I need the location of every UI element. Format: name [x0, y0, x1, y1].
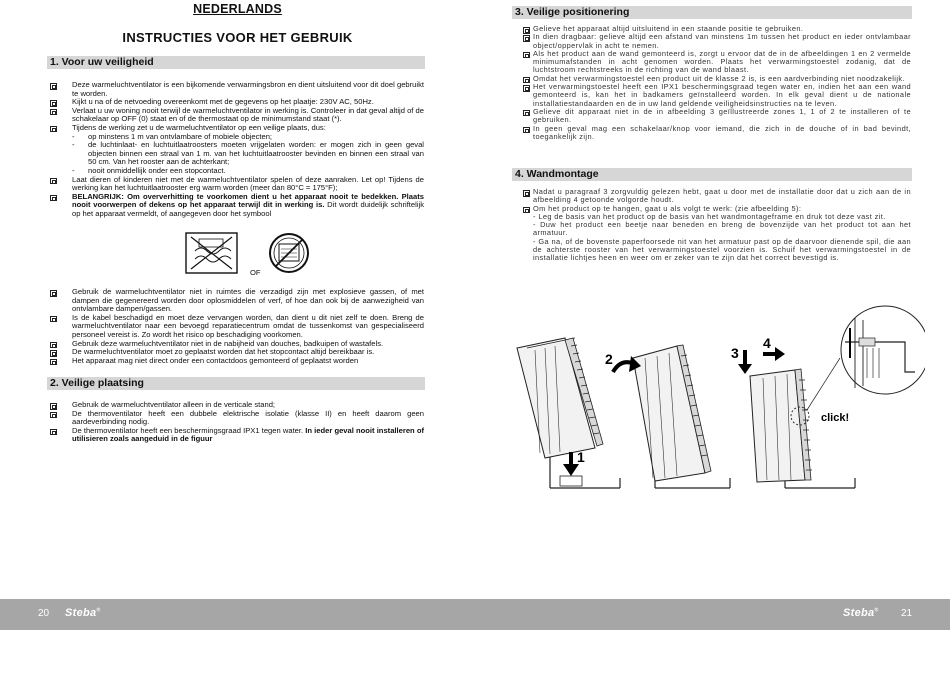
section-1-body — [50, 81, 424, 219]
checkbox-icon — [50, 195, 57, 202]
wall-mount-figure — [505, 298, 925, 496]
bullet-item: Het verwarmingstoestel heeft een IPX1 beschermingsgraad tegen water en, indien het aan een wand gemonteerd is, kan het in badkamers geïnstalleerd worden. In elk geval dient u de nationale installatiestandaarden en de in uw land geldende veiligheidsinstructies na te leven. — [523, 83, 911, 108]
checkbox-icon — [523, 190, 530, 197]
step-number-1: 1 — [577, 449, 585, 465]
section-4-body — [523, 188, 911, 263]
bullet-item: BELANGRIJK: Om oververhitting te voorkomen dient u het apparaat nooit te bedekken. Plaats nooit voorwerpen of dekens op het apparaat terwijl dit in werking is. Dit wordt duidelijk schriftelijk op het apparaat vermeldt, of aangegeven door het symbool — [50, 193, 424, 219]
checkbox-icon — [50, 109, 57, 116]
bullet-item: In dien dragbaar: gelieve altijd een afstand van minstens 1m tussen het product en ieder ontvlambaar object/oppervlak in acht te nemen. — [523, 33, 911, 50]
bullet-item: Nadat u paragraaf 3 zorgvuldig gelezen hebt, gaat u door met de installatie door dat u zich aan de in afbeelding 4 getoonde volgorde houdt. — [523, 188, 911, 205]
bullet-item: Deze warmeluchtventilator is een bijkomende verwarmingsbron en dient uitsluitend voor dit doel gebruikt te worden. — [50, 81, 424, 98]
checkbox-icon — [50, 350, 57, 357]
checkbox-icon — [50, 126, 57, 133]
checkbox-icon — [50, 100, 57, 107]
checkbox-icon — [523, 35, 530, 42]
checkbox-icon — [523, 110, 530, 117]
page-number-right: 21 — [901, 608, 913, 619]
bullet-item: Gebruik deze warmeluchtventilator niet in de nabijheid van douches, badkuipen of wastafels. — [50, 340, 424, 349]
sub-item: - op minstens 1 m van ontvlambare of mobiele objecten; — [72, 131, 273, 141]
symbol-or-label: OF — [250, 268, 261, 277]
step-number-2: 2 — [605, 351, 613, 367]
step-line: - Duw het product een beetje naar beneden en breng de bovenzijde van het product tot aan het armatuur. — [533, 220, 911, 238]
bullet-item: De warmeluchtventilator moet zo geplaatst worden dat het stopcontact altijd bereikbaar is. — [50, 348, 424, 357]
bullet-item: Als het product aan de wand gemonteerd is, zorgt u ervoor dat de in de afbeeldingen 1 en 2 vermelde minimumafstanden in acht genomen worden. Plaats het verwarmingstoestel zodanig, dat de luchtstroom rechtstreeks in de richting van de wand blaast. — [523, 50, 911, 75]
bullet-item: Om het product op te hangen, gaat u als volgt te werk: (zie afbeelding 5): — [523, 205, 911, 213]
bullet-item: In geen geval mag een schakelaar/knop voor iemand, die zich in de douche of in bad bevindt, toegankelijk zijn. — [523, 125, 911, 142]
checkbox-icon — [50, 342, 57, 349]
section-2-heading: 2. Veilige plaatsing — [47, 377, 425, 390]
bullet-item: Verlaat u uw woning nooit terwijl de warmeluchtventilator in werking is. Controleer in dat geval altijd of de schakelaar op OFF (0) staat en of de thermostaat op de minimumstand staat (*). — [50, 107, 424, 124]
step-line: - Leg de basis van het product op de basis van het wandmontageframe en druk tot deze vast zit. — [533, 211, 886, 221]
checkbox-icon — [523, 85, 530, 92]
checkbox-icon — [50, 290, 57, 297]
step-number-3: 3 — [731, 345, 739, 361]
checkbox-icon — [50, 178, 57, 185]
mounting-steps-illustration — [505, 298, 925, 496]
checkbox-icon — [50, 359, 57, 366]
left-page — [0, 0, 475, 599]
section-2-body — [50, 401, 424, 444]
bullet-item: Kijkt u na of de netvoeding overeenkomt met de gegevens op het plaatje: 230V AC, 50Hz. — [50, 98, 424, 107]
page-number-left: 20 — [38, 608, 50, 619]
section-4-heading: 4. Wandmontage — [512, 168, 912, 181]
important-note: BELANGRIJK: Om oververhitting te voorkomen dient u het apparaat nooit te bedekken. Plaats nooit voorwerpen of dekens op het apparaat terwijl dit in werking is. — [72, 191, 424, 210]
step-number-4: 4 — [763, 335, 771, 351]
section-3-heading: 3. Veilige positionering — [512, 6, 912, 19]
section-1-heading: 1. Voor uw veiligheid — [47, 56, 425, 69]
checkbox-icon — [50, 316, 57, 323]
steba-logo-right: Steba® — [843, 607, 879, 619]
checkbox-icon — [50, 429, 57, 436]
section-3-body — [523, 25, 911, 141]
mount-step-2 — [605, 345, 730, 488]
bullet-item: Is de kabel beschadigd en moet deze vervangen worden, dan dient u dit niet zelf te doen. Breng de warmeluchtventilator naar een bevoegd reparatiecentrum omdat de tussenkomst van gespecialiseerd personeel vereist is. Zo wordt het risico op beschadiging voorkomen. — [50, 314, 424, 340]
checkbox-icon — [523, 52, 530, 59]
checkbox-icon — [523, 127, 530, 134]
right-page — [475, 0, 950, 599]
bullet-item: Laat dieren of kinderen niet met de warmeluchtventilator spelen of deze aanraken. Let op! Tijdens de werking kan het luchtuitlaatrooster erg warm worden (meer dan 80°C = 175°F); — [50, 176, 424, 193]
checkbox-icon — [50, 83, 57, 90]
document-title: INSTRUCTIES VOOR HET GEBRUIK — [122, 30, 353, 45]
bullet-item: Gebruik de warmeluchtventilator alleen in de verticale stand; — [50, 401, 424, 410]
sub-item: - de luchtinlaat- en luchtuitlaatroosters moeten vrijgelaten worden: er mogen zich in geen geval objecten binnen een straal van 1 m. van het luchtuitlaatrooster bevinden en binnen een straal van 50 cm. Van het rooster aan de achterkant; — [72, 140, 424, 167]
mount-step-3-4 — [731, 335, 855, 488]
steba-logo-left: Steba® — [65, 607, 101, 619]
page-footer — [0, 599, 950, 630]
checkbox-icon — [50, 412, 57, 419]
bullet-item: Tijdens de werking zet u de warmeluchtventilator op een veilige plaats, dus: — [50, 124, 424, 133]
click-label: click! — [821, 412, 850, 424]
section-1-body-continued — [50, 288, 424, 365]
bullet-item: Het apparaat mag niet direct onder een contactdoos gemonteerd of geplaatst worden — [50, 357, 424, 366]
language-title: NEDERLANDS — [193, 2, 282, 16]
bullet-item: De thermoventilator heeft een dubbele elektrische isolatie (klasse II) en heeft daarom geen aardeverbinding nodig. — [50, 410, 424, 427]
zoom-detail — [841, 306, 925, 394]
step-line: - Ga na, of de bovenste paperfoorsede nit van het armatuur past op de daarvoor dienende spil, die aan de achterste rooster van het verwarmingstoestel voorzien is. Schuif het verwarmingstoestel in de installatie lichtjes heen en weer om er zeker van te zijn dat het correct bevestigd is. — [533, 236, 911, 263]
bullet-item: De thermoventilator heeft een beschermingsgraad IPX1 tegen water. In ieder geval nooit installeren of utilisieren zoals aangeduid in de figuur — [50, 427, 424, 444]
checkbox-icon — [50, 403, 57, 410]
bullet-item: Gelieve dit apparaat niet in de in afbeelding 3 geïllustreerde zones 1, 1 of 2 te installeren of te gebruiken. — [523, 108, 911, 125]
sub-item: - nooit onmiddellijk onder een stopcontact. — [72, 165, 226, 175]
bullet-item: Gelieve het apparaat altijd uitsluitend in een staande positie te gebruiken. — [523, 25, 911, 33]
bullet-item: Gebruik de warmeluchtventilator niet in ruimtes die verzadigd zijn met explosieve gassen, of met dampen die gegenereerd worden door oplosmiddelen of verf, of hoe dan ook bij de aanwezigheid van ontvlambare dampen/gassen. — [50, 288, 424, 314]
bullet-item: Omdat het verwarmingstoestel een product uit de klasse 2 is, is een aardverbinding niet noodzakelijk. — [523, 75, 911, 83]
